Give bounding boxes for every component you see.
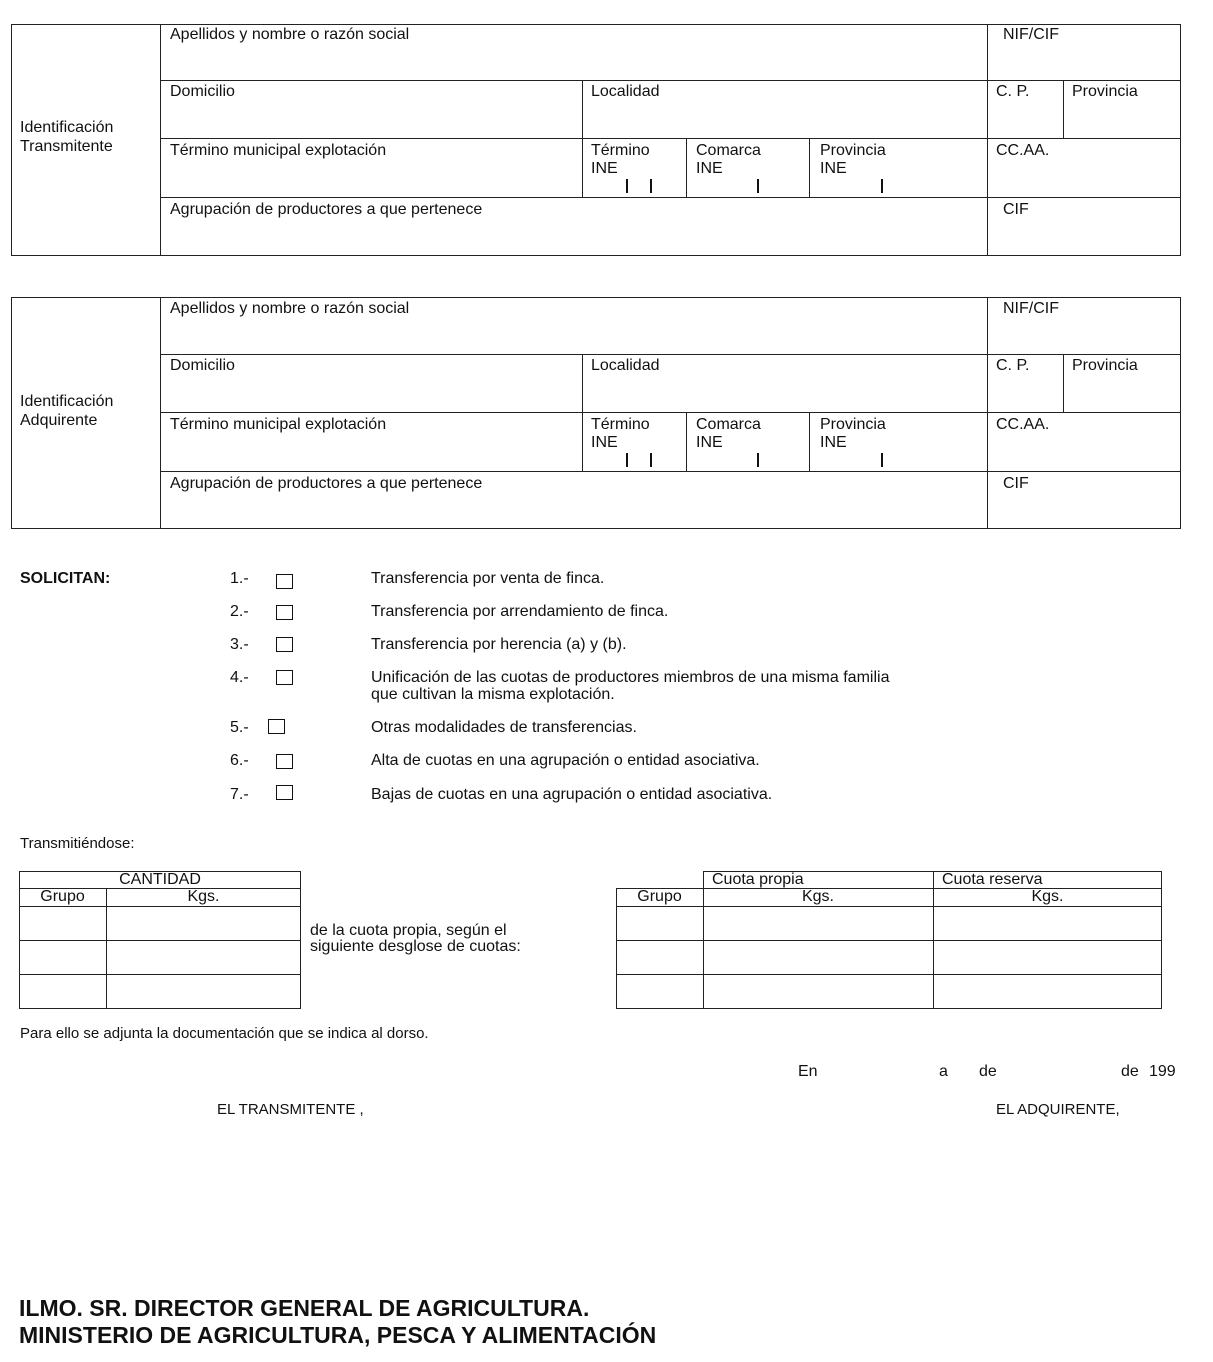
divider bbox=[987, 297, 988, 529]
option-text: Transferencia por herencia (a) y (b). bbox=[371, 636, 627, 653]
provincia-ine-label: INE bbox=[820, 160, 847, 177]
date-de: de bbox=[979, 1063, 997, 1080]
adquirente-signature: EL ADQUIRENTE, bbox=[996, 1101, 1120, 1118]
comarca-ine-label: INE bbox=[696, 434, 723, 451]
cif-label: CIF bbox=[1003, 201, 1029, 218]
option-checkbox[interactable] bbox=[276, 574, 293, 589]
divider bbox=[686, 138, 687, 197]
termino-ine-label: INE bbox=[591, 160, 618, 177]
divider bbox=[582, 354, 583, 471]
comarca-ine-label: Comarca bbox=[696, 142, 761, 159]
divider bbox=[160, 354, 1180, 355]
divider bbox=[160, 297, 161, 529]
kgs-header: Kgs. bbox=[187, 888, 220, 905]
option-text: Unificación de las cuotas de productores miembros de una misma familia bbox=[371, 669, 890, 686]
option-text: Transferencia por venta de finca. bbox=[371, 570, 605, 587]
divider bbox=[160, 197, 1180, 198]
divider bbox=[160, 412, 1180, 413]
termino-ine-label: Término bbox=[591, 142, 650, 159]
date-en: En bbox=[798, 1063, 818, 1080]
divider bbox=[686, 412, 687, 471]
ccaa-label: CC.AA. bbox=[996, 416, 1050, 433]
provincia-ine-label: Provincia bbox=[820, 416, 886, 433]
option-number: 1.- bbox=[230, 570, 249, 587]
agrupacion-label: Agrupación de productores a que pertenece bbox=[170, 201, 483, 218]
divider bbox=[1063, 80, 1064, 138]
termino-ine-label: Término bbox=[591, 416, 650, 433]
domicilio-label: Domicilio bbox=[170, 83, 235, 100]
option-text: Otras modalidades de transferencias. bbox=[371, 719, 637, 736]
desglose-text: siguiente desglose de cuotas: bbox=[310, 938, 521, 955]
digit-separator bbox=[626, 179, 628, 193]
localidad-label: Localidad bbox=[591, 83, 660, 100]
nif-label: NIF/CIF bbox=[1003, 300, 1059, 317]
date-de: de bbox=[1121, 1063, 1139, 1080]
divider bbox=[19, 906, 301, 907]
grupo-header: Grupo bbox=[637, 888, 682, 905]
name-label: Apellidos y nombre o razón social bbox=[170, 300, 410, 317]
option-text: que cultivan la misma explotación. bbox=[371, 686, 615, 703]
termino-municipal-label: Término municipal explotación bbox=[170, 142, 387, 159]
agrupacion-label: Agrupación de productores a que pertenece bbox=[170, 475, 483, 492]
option-text: Transferencia por arrendamiento de finca. bbox=[371, 603, 669, 620]
divider bbox=[987, 24, 988, 256]
kgs-header: Kgs. bbox=[1031, 888, 1064, 905]
solicitan-label: SOLICITAN: bbox=[20, 570, 111, 587]
option-number: 2.- bbox=[230, 603, 249, 620]
side-label: Transmitente bbox=[20, 138, 113, 155]
option-checkbox[interactable] bbox=[268, 719, 285, 734]
nif-label: NIF/CIF bbox=[1003, 26, 1059, 43]
digit-separator bbox=[757, 179, 759, 193]
ccaa-label: CC.AA. bbox=[996, 142, 1050, 159]
provincia-label: Provincia bbox=[1072, 357, 1138, 374]
option-number: 5.- bbox=[230, 719, 249, 736]
option-number: 6.- bbox=[230, 752, 249, 769]
kgs-header: Kgs. bbox=[801, 888, 834, 905]
termino-ine-label: INE bbox=[591, 434, 618, 451]
comarca-ine-label: Comarca bbox=[696, 416, 761, 433]
transmitente-signature: EL TRANSMITENTE , bbox=[217, 1101, 364, 1118]
grupo-header: Grupo bbox=[40, 888, 85, 905]
digit-separator bbox=[650, 453, 652, 467]
domicilio-label: Domicilio bbox=[170, 357, 235, 374]
divider bbox=[19, 974, 301, 975]
digit-separator bbox=[626, 453, 628, 467]
divider bbox=[160, 24, 161, 256]
divider bbox=[106, 888, 107, 1009]
transmitente-frame bbox=[11, 24, 1181, 256]
termino-municipal-label: Término municipal explotación bbox=[170, 416, 387, 433]
side-label: Identificación bbox=[20, 119, 114, 136]
cuota-propia-header: Cuota propia bbox=[712, 871, 804, 888]
option-checkbox[interactable] bbox=[276, 670, 293, 685]
option-number: 4.- bbox=[230, 669, 249, 686]
comarca-ine-label: INE bbox=[696, 160, 723, 177]
localidad-label: Localidad bbox=[591, 357, 660, 374]
side-label: Adquirente bbox=[20, 412, 98, 429]
cp-label: C. P. bbox=[996, 83, 1030, 100]
cp-label: C. P. bbox=[996, 357, 1030, 374]
divider bbox=[160, 80, 1180, 81]
provincia-label: Provincia bbox=[1072, 83, 1138, 100]
cuota-reserva-header: Cuota reserva bbox=[942, 871, 1043, 888]
adjunta-text: Para ello se adjunta la documentación que se indica al dorso. bbox=[20, 1025, 429, 1042]
cantidad-header: CANTIDAD bbox=[119, 871, 201, 888]
divider bbox=[160, 138, 1180, 139]
divider bbox=[616, 940, 1162, 941]
side-label: Identificación bbox=[20, 393, 114, 410]
digit-separator bbox=[881, 453, 883, 467]
digit-separator bbox=[881, 179, 883, 193]
digit-separator bbox=[650, 179, 652, 193]
transmitiendose-label: Transmitiéndose: bbox=[20, 835, 135, 852]
desglose-text: de la cuota propia, según el bbox=[310, 922, 507, 939]
option-text: Alta de cuotas en una agrupación o entidad asociativa. bbox=[371, 752, 760, 769]
divider bbox=[582, 80, 583, 197]
divider bbox=[160, 471, 1180, 472]
option-checkbox[interactable] bbox=[276, 637, 293, 652]
cif-label: CIF bbox=[1003, 475, 1029, 492]
date-a: a bbox=[939, 1063, 948, 1080]
name-label: Apellidos y nombre o razón social bbox=[170, 26, 410, 43]
provincia-ine-label: INE bbox=[820, 434, 847, 451]
divider bbox=[809, 412, 810, 471]
date-year: 199 bbox=[1149, 1063, 1176, 1080]
adquirente-frame bbox=[11, 297, 1181, 529]
divider bbox=[616, 974, 1162, 975]
option-text: Bajas de cuotas en una agrupación o entidad asociativa. bbox=[371, 786, 773, 803]
option-number: 3.- bbox=[230, 636, 249, 653]
divider bbox=[616, 906, 1162, 907]
option-checkbox[interactable] bbox=[276, 785, 293, 800]
provincia-ine-label: Provincia bbox=[820, 142, 886, 159]
digit-separator bbox=[757, 453, 759, 467]
option-number: 7.- bbox=[230, 786, 249, 803]
option-checkbox[interactable] bbox=[276, 754, 293, 769]
divider bbox=[809, 138, 810, 197]
divider bbox=[19, 940, 301, 941]
addressee-ministry: MINISTERIO DE AGRICULTURA, PESCA Y ALIMENTACIÓN bbox=[19, 1322, 657, 1348]
option-checkbox[interactable] bbox=[276, 605, 293, 620]
addressee-title: ILMO. SR. DIRECTOR GENERAL DE AGRICULTURA. bbox=[19, 1295, 590, 1321]
divider bbox=[1063, 354, 1064, 412]
